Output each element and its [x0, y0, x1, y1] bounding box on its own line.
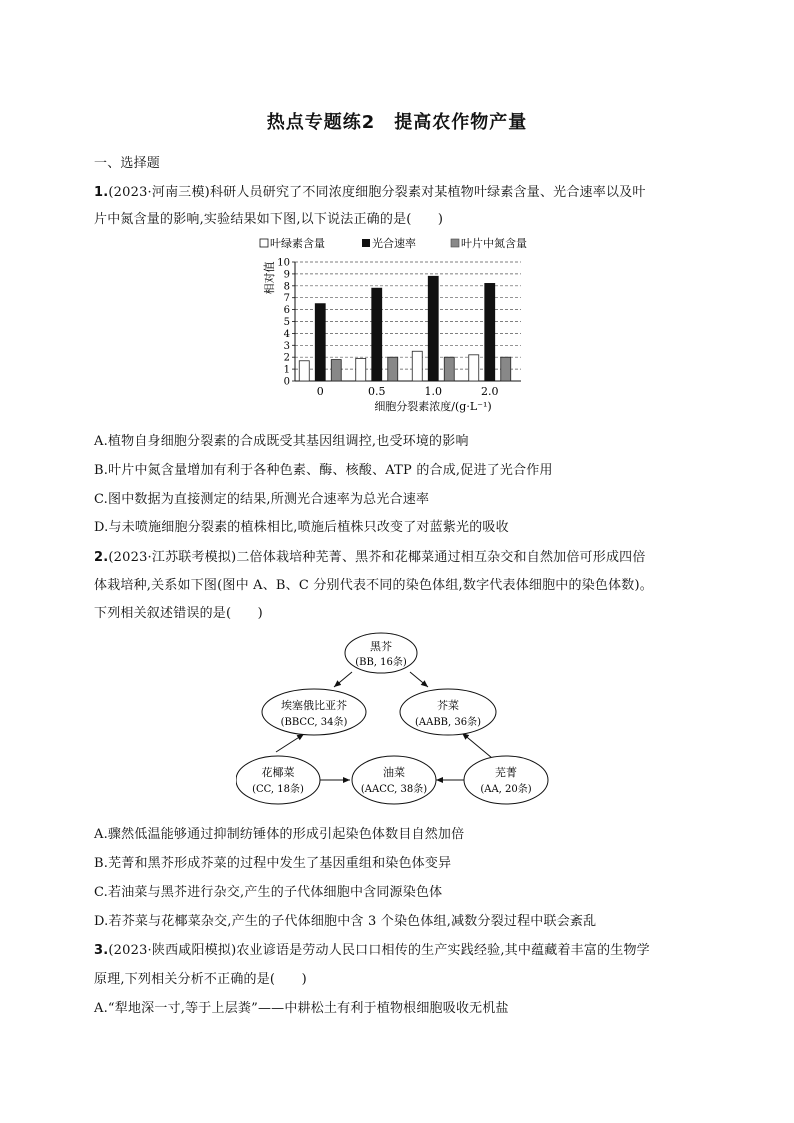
node-youcai-info: (AACC, 38条) — [360, 784, 428, 795]
q1-option-b: B.叶片中氮含量增加有利于各种色素、酶、核酸、ATP 的合成,促进了光合作用 — [94, 463, 553, 478]
node-heijie-info: (BB, 16条) — [355, 657, 407, 668]
node-huayecai-name: 花椰菜 — [261, 766, 295, 779]
arrow-heijie-to-aisai — [334, 672, 352, 687]
bar-chlorophyll — [412, 351, 422, 381]
bar-nitrogen — [388, 357, 398, 381]
bar-nitrogen — [501, 357, 511, 381]
arrow-wujing-to-jiecai — [462, 733, 492, 758]
q1-number: 1. — [94, 185, 109, 200]
node-jiecai-info: (AABB, 36条) — [414, 717, 482, 728]
q2-number: 2. — [94, 550, 109, 565]
page-title: 热点专题练2 提高农作物产量 — [266, 112, 528, 133]
node-wujing-name: 芜菁 — [495, 766, 517, 779]
x-tick-label: 1.0 — [424, 385, 442, 398]
q2-option-d: D.若芥菜与花椰菜杂交,产生的子代体细胞中含 3 个染色体组,减数分裂过程中联会紊乱 — [94, 914, 597, 929]
bar-chlorophyll — [469, 355, 479, 381]
legend-swatch-chlorophyll — [260, 239, 268, 247]
q3-option-a: A.“犁地深一寸,等于上层粪”——中耕松土有利于植物根细胞吸收无机盐 — [94, 1001, 509, 1016]
bar-nitrogen — [444, 357, 454, 381]
legend-label-nitrogen: 叶片中氮含量 — [461, 237, 527, 250]
y-axis-ticks — [277, 258, 295, 388]
node-wujing-info: (AA, 20条) — [480, 784, 532, 795]
q1-option-c: C.图中数据为直接测定的结果,所测光合速率为总光合速率 — [94, 492, 430, 507]
bar-nitrogen — [331, 360, 341, 381]
legend-label-photosynthesis: 光合速率 — [372, 237, 416, 250]
x-tick-label: 0.5 — [368, 385, 386, 398]
y-axis-label: 相对值 — [263, 261, 276, 295]
y-tick-label: 3 — [283, 340, 290, 352]
x-axis-label: 细胞分裂素浓度/(g·L⁻¹) — [374, 400, 492, 413]
q3-stem-line1 — [94, 939, 650, 958]
bar-photosynthesis — [315, 304, 325, 381]
arrow-huayecai-to-aisai — [276, 734, 304, 752]
legend-label-chlorophyll: 叶绿素含量 — [270, 237, 325, 250]
y-tick-label: 2 — [283, 352, 290, 364]
q2-option-c: C.若油菜与黑芥进行杂交,产生的子代体细胞中含同源染色体 — [94, 885, 443, 900]
y-tick-label: 0 — [283, 376, 290, 388]
y-tick-label: 5 — [283, 317, 290, 328]
y-tick-label: 7 — [283, 293, 290, 305]
q1-stem-line2: 片中氮含量的影响,实验结果如下图,以下说法正确的是( ) — [94, 212, 444, 227]
node-jiecai-name: 芥菜 — [437, 699, 459, 712]
node-aisai — [262, 689, 366, 735]
q2-stem-line3: 下列相关叙述错误的是( ) — [94, 606, 263, 621]
q2-stem-text1: (2023·江苏联考模拟)二倍体栽培种芜菁、黑芥和花椰菜通过相互杂交和自然加倍可形成四倍 — [108, 550, 646, 565]
q3-number: 3. — [94, 943, 109, 958]
bar-chlorophyll — [299, 361, 309, 381]
bar-photosynthesis — [372, 288, 382, 381]
q3-stem-text1: (2023·陕西咸阳模拟)农业谚语是劳动人民口口相传的生产实践经验,其中蕴藏着丰富的生物学 — [108, 943, 650, 958]
q1-option-d: D.与未喷施细胞分裂素的植株相比,喷施后植株只改变了对蓝紫光的吸收 — [94, 520, 509, 535]
arrow-heijie-to-jiecai — [410, 672, 428, 687]
node-huayecai — [236, 756, 320, 804]
legend-swatch-photosynthesis — [362, 239, 370, 247]
y-tick-label: 1 — [283, 364, 290, 376]
x-axis-ticks — [317, 385, 499, 398]
legend-swatch-nitrogen — [451, 239, 459, 247]
q1-bar-chart — [255, 233, 545, 413]
y-tick-label: 9 — [283, 269, 290, 281]
node-jiecai — [400, 689, 496, 735]
section-heading: 一、选择题 — [94, 156, 161, 171]
chart-bars — [299, 276, 511, 381]
node-youcai — [352, 756, 436, 804]
q2-stem-line2: 体栽培种,关系如下图(图中 A、B、C 分别代表不同的染色体组,数字代表体细胞中的染色体数)。 — [94, 578, 653, 593]
node-heijie — [345, 633, 417, 673]
node-aisai-info: (BBCC, 34条) — [280, 717, 348, 728]
q1-stem-text1: (2023·河南三模)科研人员研究了不同浓度细胞分裂素对某植物叶绿素含量、光合速率以及叶 — [108, 185, 646, 200]
q1-stem-line1 — [94, 181, 646, 200]
q2-option-b: B.芜菁和黑芥形成芥菜的过程中发生了基因重组和染色体变异 — [94, 856, 452, 871]
y-tick-label: 8 — [283, 281, 290, 293]
q2-option-a: A.骤然低温能够通过抑制纺锤体的形成引起染色体数目自然加倍 — [94, 827, 465, 842]
node-heijie-name: 黑芥 — [370, 640, 392, 653]
bar-photosynthesis — [485, 283, 495, 381]
x-tick-label: 2.0 — [481, 385, 499, 398]
q3-stem-line2: 原理,下列相关分析不正确的是( ) — [94, 972, 307, 987]
chart-legend — [260, 236, 527, 250]
q2-stem-line1 — [94, 546, 646, 565]
bar-chlorophyll — [356, 358, 366, 381]
q2-species-diagram — [236, 630, 556, 810]
node-aisai-name: 埃塞俄比亚芥 — [281, 699, 347, 712]
bar-photosynthesis — [428, 276, 438, 381]
y-tick-label: 4 — [283, 328, 290, 340]
node-youcai-name: 油菜 — [383, 766, 405, 779]
node-wujing — [464, 756, 548, 804]
y-tick-label: 10 — [277, 257, 290, 269]
y-tick-label: 6 — [283, 305, 290, 317]
node-huayecai-info: (CC, 18条) — [252, 784, 304, 795]
x-tick-label: 0 — [316, 385, 324, 398]
q1-option-a: A.植物自身细胞分裂素的合成既受其基因组调控,也受环境的影响 — [94, 434, 469, 449]
